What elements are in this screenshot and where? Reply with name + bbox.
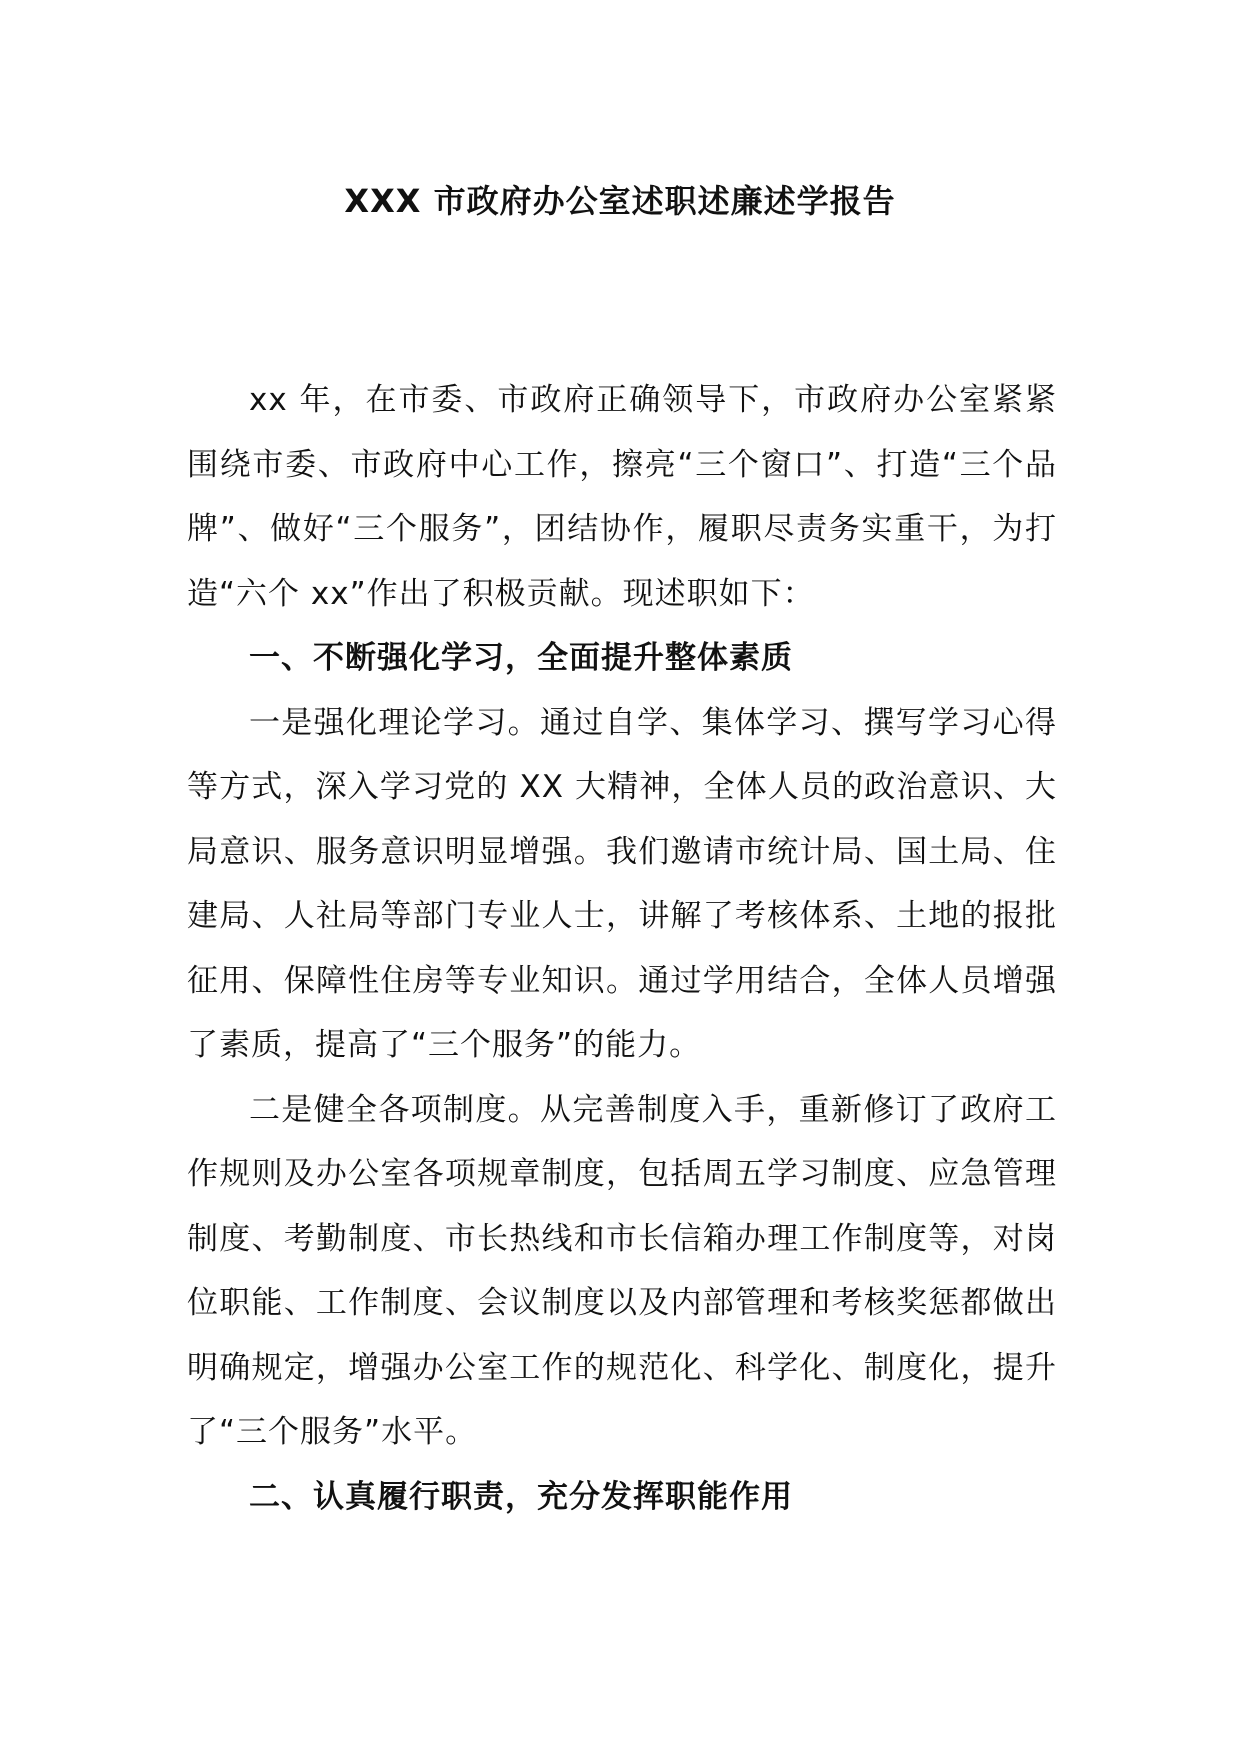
section-heading-1: 一、不断强化学习，全面提升整体素质 xyxy=(249,640,793,676)
section-heading-2: 二、认真履行职责，充分发挥职能作用 xyxy=(249,1478,793,1515)
intro-paragraph: xx 年，在市委、市政府正确领导下，市政府办公室紧紧围绕市委、市政府中心工作，擦亮“三个窗口”、打造“三个品牌”、做好“三个服务”，团结协作，履职尽责务实重干，为打造“六个 xx”作出了积极贡献。现述职如下： xyxy=(187,382,1057,612)
section1-paragraph-2: 二是健全各项制度。从完善制度入手，重新修订了政府工作规则及办公室各项规章制度，包括周五学习制度、应急管理制度、考勤制度、市长热线和市长信箱办理工作制度等，对岗位职能、工作制度、会议制度以及内部管理和考核奖惩都做出明确规定，增强办公室工作的规范化、科学化、制度化，提升了“三个服务”水平。 xyxy=(187,1091,1057,1450)
document-body xyxy=(187,368,1057,1529)
section1-paragraph-1: 一是强化理论学习。通过自学、集体学习、撰写学习心得等方式，深入学习党的 XX 大精神，全体人员的政治意识、大局意识、服务意识明显增强。我们邀请市统计局、国土局、住建局、人社局等部门专业人士，讲解了考核体系、土地的报批征用、保障性住房等专业知识。通过学用结合，全体人员增强了素质，提高了“三个服务”的能力。 xyxy=(187,704,1057,1063)
document-title: XXX 市政府办公室述职述廉述学报告 xyxy=(344,182,896,220)
